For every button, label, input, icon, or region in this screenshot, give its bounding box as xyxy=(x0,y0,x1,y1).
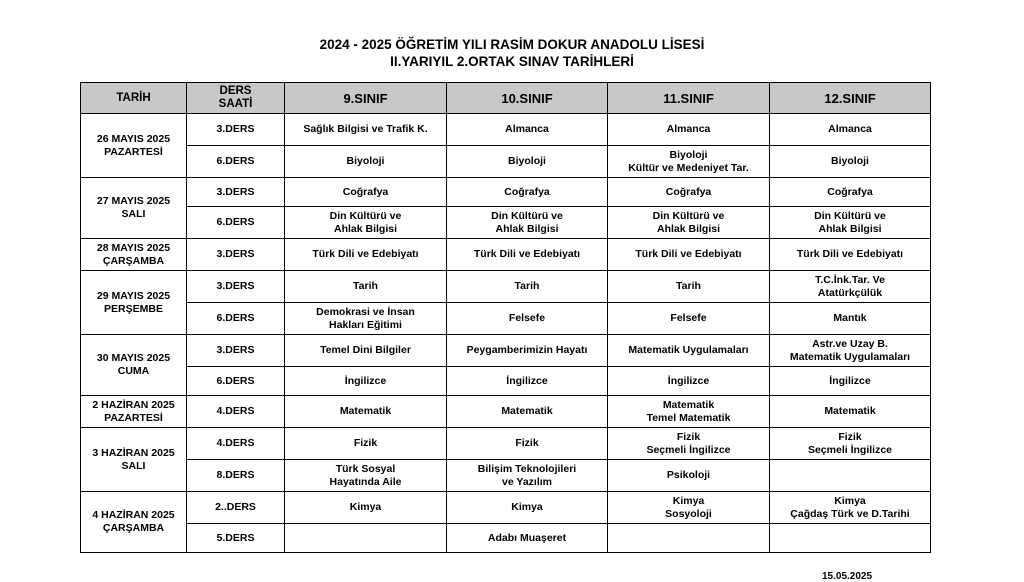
grade-9-exam: Din Kültürü ve Ahlak Bilgisi xyxy=(285,207,447,239)
header-grade-11: 11.SINIF xyxy=(608,83,770,114)
period-cell: 3.DERS xyxy=(187,114,285,146)
table-row xyxy=(81,367,931,396)
grade-11-exam: Psikoloji xyxy=(608,460,770,492)
grade-10-exam: Matematik xyxy=(447,396,608,428)
period-cell: 3.DERS xyxy=(187,335,285,367)
table-row xyxy=(81,396,931,428)
grade-10-exam: Peygamberimizin Hayatı xyxy=(447,335,608,367)
table-row xyxy=(81,207,931,239)
period-cell: 8.DERS xyxy=(187,460,285,492)
grade-12-exam: Fizik Seçmeli İngilizce xyxy=(770,428,931,460)
grade-10-exam: Biyoloji xyxy=(447,146,608,178)
exam-date: 27 MAYIS 2025 SALI xyxy=(81,178,187,239)
grade-12-exam: İngilizce xyxy=(770,367,931,396)
grade-9-exam: Tarih xyxy=(285,271,447,303)
period-cell: 6.DERS xyxy=(187,367,285,396)
exam-schedule-table xyxy=(80,82,931,553)
table-row xyxy=(81,492,931,524)
table-row xyxy=(81,524,931,553)
header-grade-10: 10.SINIF xyxy=(447,83,608,114)
grade-12-exam: Almanca xyxy=(770,114,931,146)
grade-11-exam: Coğrafya xyxy=(608,178,770,207)
grade-10-exam: Fizik xyxy=(447,428,608,460)
table-row xyxy=(81,114,931,146)
table-row xyxy=(81,239,931,271)
grade-10-exam: İngilizce xyxy=(447,367,608,396)
grade-11-exam: Matematik Uygulamaları xyxy=(608,335,770,367)
header-grade-9: 9.SINIF xyxy=(285,83,447,114)
header-period: DERS SAATİ xyxy=(187,83,285,114)
footer-date: 15.05.2025 xyxy=(822,571,873,582)
period-cell: 4.DERS xyxy=(187,428,285,460)
table-row xyxy=(81,146,931,178)
grade-11-exam: Almanca xyxy=(608,114,770,146)
grade-9-exam: Sağlık Bilgisi ve Trafik K. xyxy=(285,114,447,146)
period-cell: 6.DERS xyxy=(187,146,285,178)
grade-12-exam xyxy=(770,524,931,553)
grade-12-exam: Coğrafya xyxy=(770,178,931,207)
exam-date: 26 MAYIS 2025 PAZARTESİ xyxy=(81,114,187,178)
grade-12-exam: T.C.İnk.Tar. Ve Atatürkçülük xyxy=(770,271,931,303)
grade-10-exam: Türk Dili ve Edebiyatı xyxy=(447,239,608,271)
period-cell: 5.DERS xyxy=(187,524,285,553)
table-header-row xyxy=(81,83,931,114)
grade-12-exam: Kimya Çağdaş Türk ve D.Tarihi xyxy=(770,492,931,524)
grade-12-exam: Mantık xyxy=(770,303,931,335)
grade-12-exam: Matematik xyxy=(770,396,931,428)
document-subtitle: II.YARIYIL 2.ORTAK SINAV TARİHLERİ xyxy=(390,54,634,69)
header-grade-12: 12.SINIF xyxy=(770,83,931,114)
grade-10-exam: Tarih xyxy=(447,271,608,303)
grade-10-exam: Din Kültürü ve Ahlak Bilgisi xyxy=(447,207,608,239)
grade-12-exam: Astr.ve Uzay B. Matematik Uygulamaları xyxy=(770,335,931,367)
exam-date: 29 MAYIS 2025 PERŞEMBE xyxy=(81,271,187,335)
grade-11-exam: Din Kültürü ve Ahlak Bilgisi xyxy=(608,207,770,239)
period-cell: 6.DERS xyxy=(187,303,285,335)
grade-9-exam: İngilizce xyxy=(285,367,447,396)
grade-10-exam: Adabı Muaşeret xyxy=(447,524,608,553)
table-row xyxy=(81,178,931,207)
exam-date: 2 HAZİRAN 2025 PAZARTESİ xyxy=(81,396,187,428)
grade-11-exam xyxy=(608,524,770,553)
period-cell: 3.DERS xyxy=(187,178,285,207)
grade-11-exam: Matematik Temel Matematik xyxy=(608,396,770,428)
grade-11-exam: Fizik Seçmeli İngilizce xyxy=(608,428,770,460)
period-cell: 3.DERS xyxy=(187,239,285,271)
grade-9-exam: Matematik xyxy=(285,396,447,428)
table-row xyxy=(81,428,931,460)
header-date: TARİH xyxy=(81,83,187,114)
exam-date: 3 HAZİRAN 2025 SALI xyxy=(81,428,187,492)
grade-9-exam: Kimya xyxy=(285,492,447,524)
period-cell: 6.DERS xyxy=(187,207,285,239)
grade-9-exam: Türk Sosyal Hayatında Aile xyxy=(285,460,447,492)
grade-9-exam: Fizik xyxy=(285,428,447,460)
grade-10-exam: Felsefe xyxy=(447,303,608,335)
grade-9-exam: Türk Dili ve Edebiyatı xyxy=(285,239,447,271)
grade-12-exam: Biyoloji xyxy=(770,146,931,178)
period-cell: 4.DERS xyxy=(187,396,285,428)
grade-10-exam: Almanca xyxy=(447,114,608,146)
grade-11-exam: Felsefe xyxy=(608,303,770,335)
exam-date: 28 MAYIS 2025 ÇARŞAMBA xyxy=(81,239,187,271)
table-row xyxy=(81,271,931,303)
grade-9-exam: Coğrafya xyxy=(285,178,447,207)
grade-9-exam: Biyoloji xyxy=(285,146,447,178)
grade-11-exam: Tarih xyxy=(608,271,770,303)
grade-11-exam: Türk Dili ve Edebiyatı xyxy=(608,239,770,271)
table-row xyxy=(81,303,931,335)
grade-12-exam xyxy=(770,460,931,492)
grade-11-exam: İngilizce xyxy=(608,367,770,396)
period-cell: 3.DERS xyxy=(187,271,285,303)
grade-9-exam: Temel Dini Bilgiler xyxy=(285,335,447,367)
table-row xyxy=(81,335,931,367)
grade-10-exam: Bilişim Teknolojileri ve Yazılım xyxy=(447,460,608,492)
exam-date: 4 HAZİRAN 2025 ÇARŞAMBA xyxy=(81,492,187,553)
table-row xyxy=(81,460,931,492)
grade-9-exam xyxy=(285,524,447,553)
grade-9-exam: Demokrasi ve İnsan Hakları Eğitimi xyxy=(285,303,447,335)
document-title: 2024 - 2025 ÖĞRETİM YILI RASİM DOKUR ANADOLU LİSESİ xyxy=(319,37,705,52)
grade-11-exam: Biyoloji Kültür ve Medeniyet Tar. xyxy=(608,146,770,178)
grade-12-exam: Din Kültürü ve Ahlak Bilgisi xyxy=(770,207,931,239)
exam-date: 30 MAYIS 2025 CUMA xyxy=(81,335,187,396)
period-cell: 2..DERS xyxy=(187,492,285,524)
grade-12-exam: Türk Dili ve Edebiyatı xyxy=(770,239,931,271)
grade-10-exam: Kimya xyxy=(447,492,608,524)
grade-11-exam: Kimya Sosyoloji xyxy=(608,492,770,524)
grade-10-exam: Coğrafya xyxy=(447,178,608,207)
